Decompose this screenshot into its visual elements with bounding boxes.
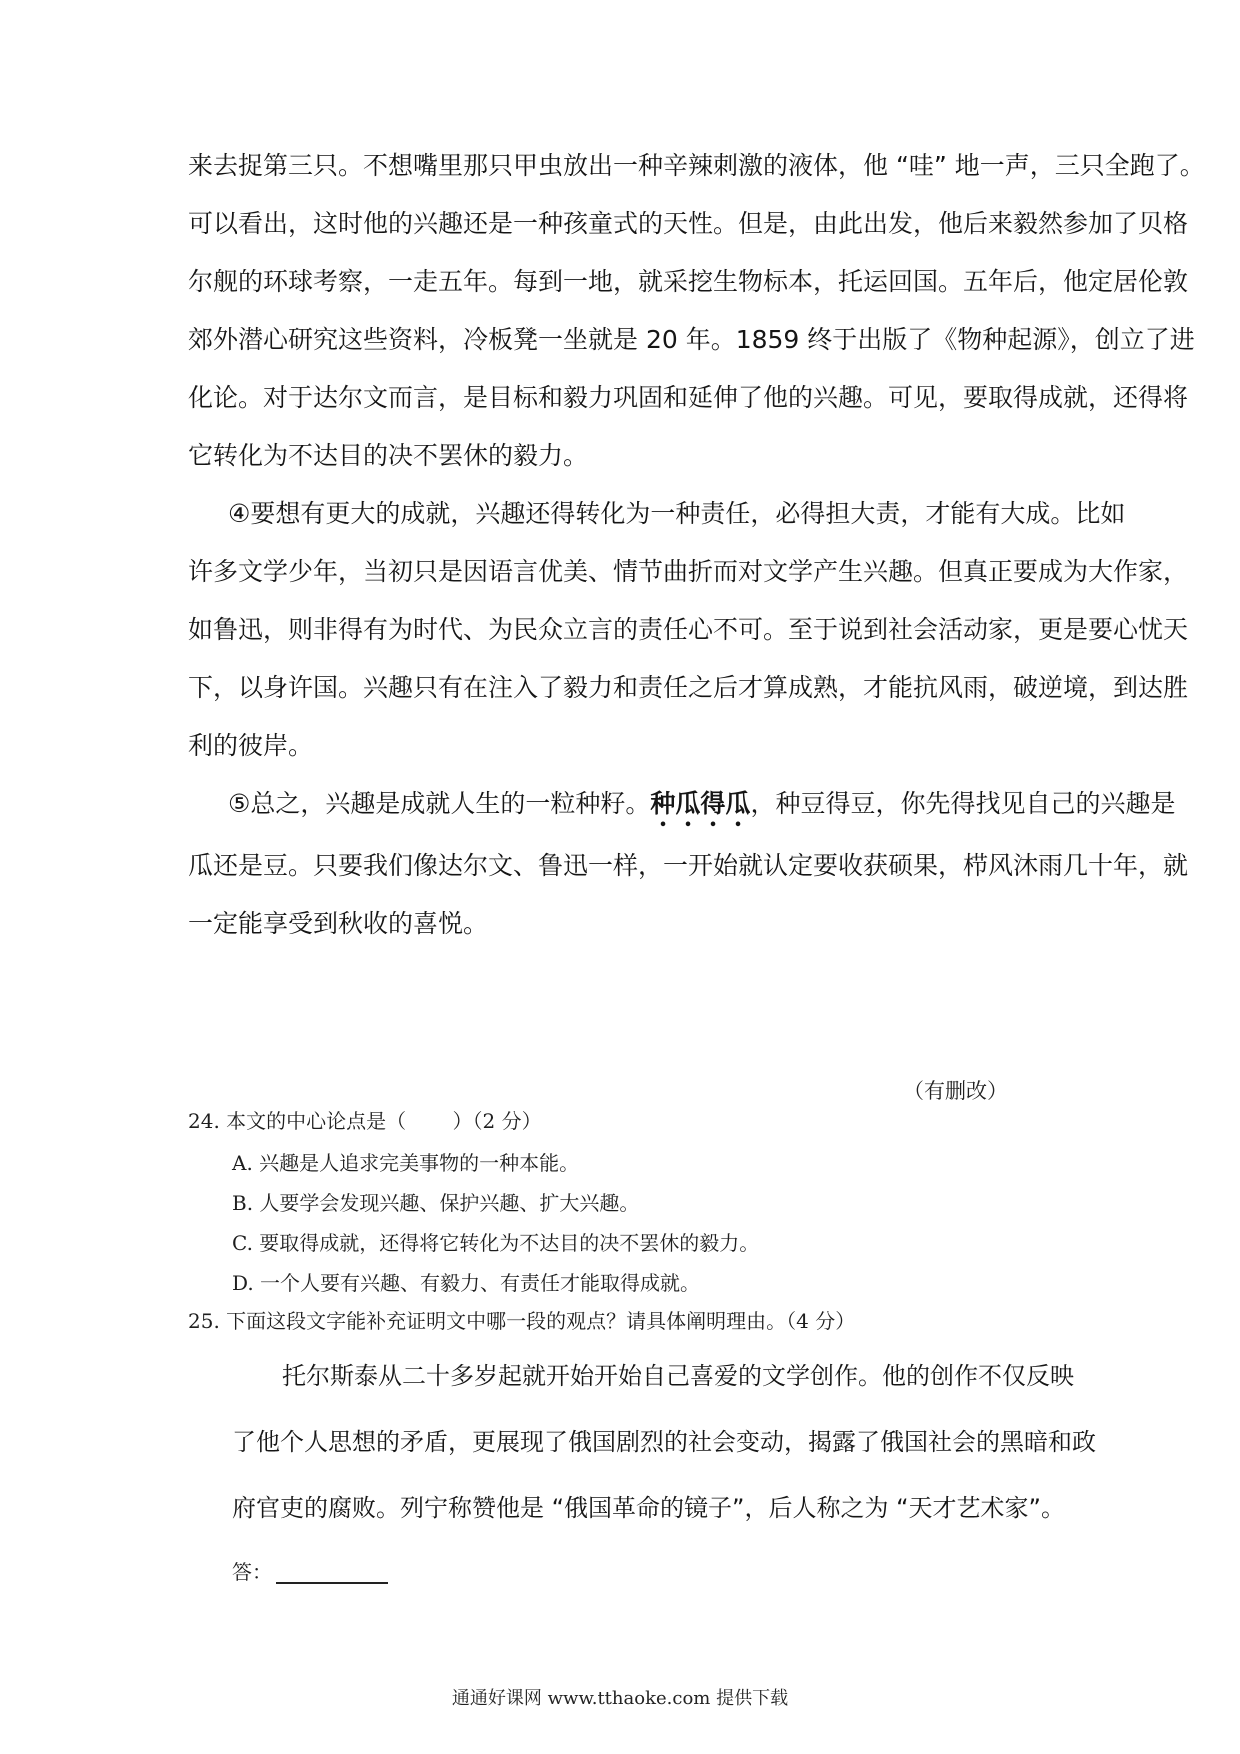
essay-line: 许多文学少年，当初只是因语言优美、情节曲折而对文学产生兴趣。但真正要成为大作家， [188,557,1189,586]
essay-line: 下，以身许国。兴趣只有在注入了毅力和责任之后才算成熟，才能抗风雨，破逆境，到达胜 [188,673,1189,702]
essay-line: 来去捉第三只。不想嘴里那只甲虫放出一种辛辣刺激的液体，他 “哇” 地一声，三只全跑了。 [188,151,1205,180]
essay-line: ④要想有更大的成就，兴趣还得转化为一种责任，必得担大责，才能有大成。比如 [228,499,1126,528]
question-24-option-a: A. 兴趣是人追求完美事物的一种本能。 [232,1151,580,1175]
question-24-option-d: D. 一个人要有兴趣、有毅力、有责任才能取得成就。 [232,1271,701,1295]
source-note: （有删改） [903,1079,1008,1103]
essay-line: 如鲁迅，则非得有为时代、为民众立言的责任心不可。至于说到社会活动家，更是要心忧天 [188,615,1189,644]
quote-line: 府官吏的腐败。列宁称赞他是 “俄国革命的镜子”，后人称之为 “天才艺术家”。 [232,1494,1065,1522]
essay-line: 可以看出，这时他的兴趣还是一种孩童式的天性。但是，由此出发，他后来毅然参加了贝格 [188,209,1189,238]
essay-line: 一定能享受到秋收的喜悦。 [188,909,489,938]
essay-line: 利的彼岸。 [188,731,314,760]
p5-start: ⑤总之，兴趣是成就人生的一粒种籽。 [228,789,651,818]
essay-line: 郊外潜心研究这些资料，冷板凳一坐就是 20 年。1859 终于出版了《物种起源》，创立了进 [188,325,1195,354]
emphasized-phrase: 种瓜得瓜 [650,789,751,818]
quote-line: 了他个人思想的矛盾，更展现了俄国剧烈的社会变动，揭露了俄国社会的黑暗和政 [232,1428,1096,1456]
essay-paragraph-5-line [228,786,1176,822]
quote-line: 托尔斯泰从二十多岁起就开始开始自己喜爱的文学创作。他的创作不仅反映 [282,1362,1074,1390]
answer-label: 答： [232,1560,272,1584]
essay-line: 它转化为不达目的决不罢休的毅力。 [188,441,589,470]
answer-blank-line [276,1582,388,1584]
essay-line: 化论。对于达尔文而言，是目标和毅力巩固和延伸了他的兴趣。可见，要取得成就，还得将 [188,383,1189,412]
essay-line: 尔舰的环球考察，一走五年。每到一地，就采挖生物标本，托运回国。五年后，他定居伦敦 [188,267,1189,296]
page-footer: 通通好课网 www.tthaoke.com 提供下载 [451,1688,789,1709]
p5-rest: ，种豆得豆，你先得找见自己的兴趣是 [750,789,1176,818]
question-24-stem: 24. 本文的中心论点是（ ）（2 分） [188,1109,542,1133]
question-25-stem: 25. 下面这段文字能补充证明文中哪一段的观点？请具体阐明理由。（4 分） [188,1309,856,1333]
essay-line: 瓜还是豆。只要我们像达尔文、鲁迅一样，一开始就认定要收获硕果，栉风沐雨几十年，就 [188,851,1189,880]
question-24-option-c: C. 要取得成就，还得将它转化为不达目的决不罢休的毅力。 [232,1231,760,1255]
question-24-option-b: B. 人要学会发现兴趣、保护兴趣、扩大兴趣。 [232,1191,640,1215]
